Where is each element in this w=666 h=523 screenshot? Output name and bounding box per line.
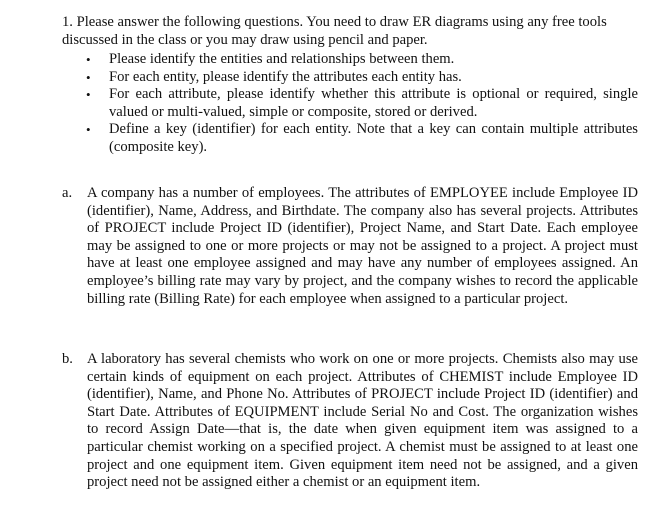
instruction-item <box>62 86 638 121</box>
part-a <box>62 185 638 308</box>
instruction-text: Define a key (identifier) for each entity. Note that a key can contain multiple attributes (composite key). <box>109 121 638 155</box>
instruction-text: For each entity, please identify the attributes each entity has. <box>109 68 462 85</box>
instruction-item <box>62 51 638 69</box>
instruction-item <box>62 69 638 87</box>
bullet-icon: • <box>86 87 91 103</box>
instruction-item <box>62 121 638 156</box>
part-b <box>62 351 638 492</box>
bullet-icon: • <box>86 122 91 138</box>
part-b-marker: b. <box>62 351 73 367</box>
instruction-list <box>62 51 638 157</box>
question-intro: 1. Please answer the following questions. You need to draw ER diagrams using any free tools discussed in the class or you may draw using pencil and paper. <box>62 14 607 48</box>
bullet-icon: • <box>86 52 91 67</box>
instruction-text: Please identify the entities and relationships between them. <box>109 51 455 67</box>
instruction-text: For each attribute, please identify whether this attribute is optional or required, single valued or multi-valued, simple or composite, stored or derived. <box>109 86 638 120</box>
part-a-marker: a. <box>62 185 73 201</box>
bullet-icon: • <box>86 69 91 85</box>
part-a-text: A company has a number of employees. The attributes of EMPLOYEE include Employee ID (identifier), Name, Address, and Birthdate. The company also has several projects. Attributes of PROJECT include Project ID (identifier), Project Name, and Start Date. Each employee may be assigned to one or more projects or may not be assigned to a project. A project must have at least one employee assigned and may have any number of employees assigned. An employee’s billing rate may vary by project, and the company wishes to record the applicable billing rate (Billing Rate) for each employee when assigned to a particular project. <box>87 185 638 307</box>
part-b-text: A laboratory has several chemists who work on one or more projects. Chemists also may use certain kinds of equipment on each project. Attributes of CHEMIST include Employee ID (identifier), Name, and Phone No. Attributes of PROJECT include Project ID (identifier) and Start Date. Attributes of EQUIPMENT include Serial No and Cost. The organization wishes to record Assign Date—that is, the date when given equipment item was assigned to a particular chemist working on a specified project. A chemist must be assigned to at least one project and one equipment item. Given equipment item need not be assigned, and a given project need not be assigned either a chemist or an equipment item. <box>87 351 638 491</box>
